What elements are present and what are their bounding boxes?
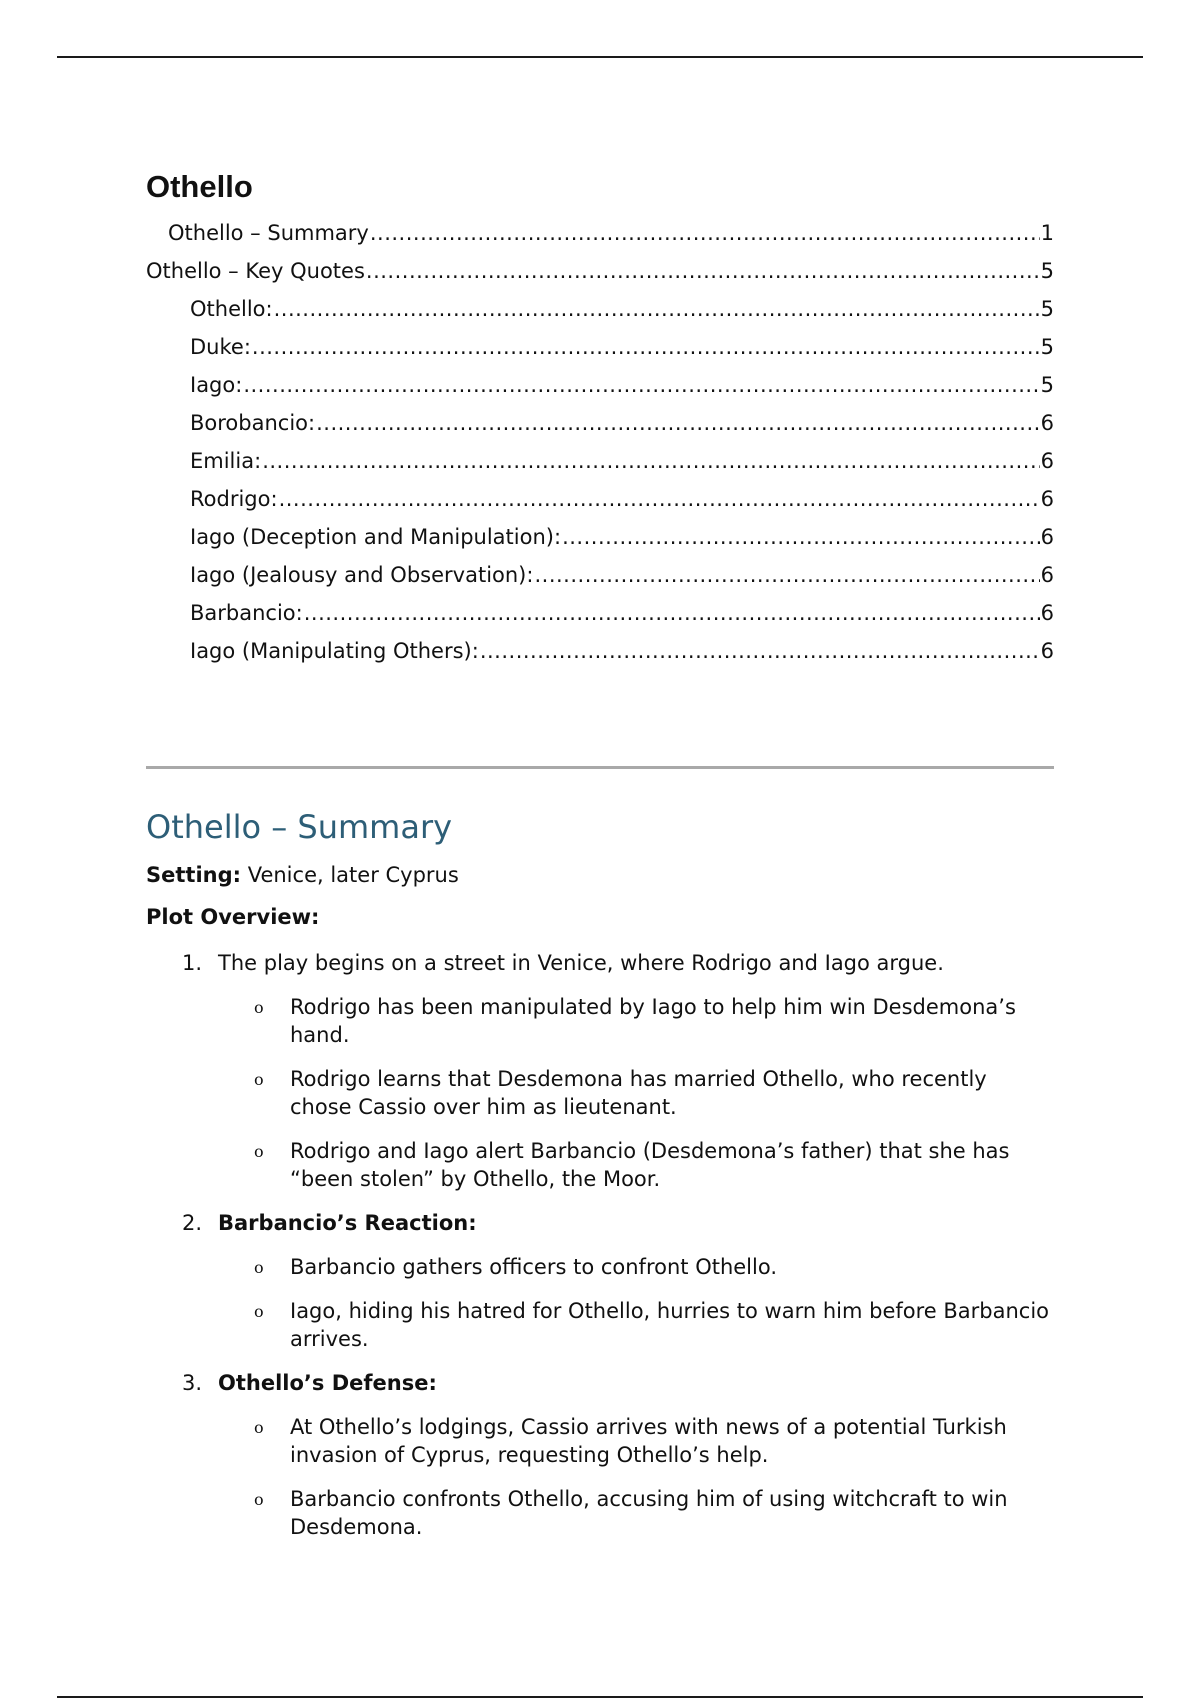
toc-entry-label: Othello – Summary <box>168 221 369 245</box>
toc-entry-page: 6 <box>1040 639 1054 663</box>
plot-list <box>146 949 1054 1541</box>
plot-sub-item <box>218 1485 1054 1541</box>
toc-entry[interactable] <box>146 328 1054 366</box>
toc-dot-leader <box>252 328 1040 366</box>
circle-bullet-icon: o <box>254 1070 264 1089</box>
toc-dot-leader <box>562 518 1040 556</box>
toc-entry-page: 5 <box>1040 297 1054 321</box>
plot-sub-item <box>218 1253 1054 1281</box>
toc-entry-label: Borobancio: <box>190 411 316 435</box>
toc-dot-leader <box>304 594 1040 632</box>
plot-item-number: 1. <box>182 951 203 975</box>
toc-entry-label: Iago (Manipulating Others): <box>190 639 479 663</box>
toc-entry[interactable] <box>146 518 1054 556</box>
plot-sub-item-text: Rodrigo has been manipulated by Iago to help him win Desdemona’s hand. <box>290 995 1016 1047</box>
plot-item-text: Othello’s Defense: <box>218 1371 437 1395</box>
toc-dot-leader <box>279 480 1040 518</box>
circle-bullet-icon: o <box>254 1142 264 1161</box>
plot-overview-line <box>146 903 1054 931</box>
toc-entry-page: 5 <box>1040 373 1054 397</box>
setting-line <box>146 861 1054 889</box>
toc-dot-leader <box>274 290 1040 328</box>
plot-sub-item <box>218 1297 1054 1353</box>
toc-entry-label: Barbancio: <box>190 601 303 625</box>
toc-dot-leader <box>262 442 1039 480</box>
toc-dot-leader <box>366 252 1040 290</box>
toc-entry-label: Duke: <box>190 335 251 359</box>
toc-dot-leader <box>370 214 1040 252</box>
plot-item <box>146 949 1054 1193</box>
toc-entry-page: 6 <box>1040 449 1054 473</box>
plot-sub-list <box>218 1253 1054 1353</box>
toc-dot-leader <box>534 556 1039 594</box>
toc-entry[interactable] <box>146 480 1054 518</box>
toc-entry[interactable] <box>146 366 1054 404</box>
plot-item <box>146 1369 1054 1541</box>
plot-sub-item-text: Barbancio confronts Othello, accusing him of using witchcraft to win Desdemona. <box>290 1487 1008 1539</box>
toc-entry[interactable] <box>146 632 1054 670</box>
toc-dot-leader <box>480 632 1040 670</box>
circle-bullet-icon: o <box>254 1302 264 1321</box>
toc-entry-page: 6 <box>1040 487 1054 511</box>
plot-sub-item-text: At Othello’s lodgings, Cassio arrives with news of a potential Turkish invasion of Cyprus, requesting Othello’s help. <box>290 1415 1007 1467</box>
summary-heading: Othello – Summary <box>146 808 453 846</box>
toc-entry-page: 5 <box>1040 335 1054 359</box>
setting-label: Setting: <box>146 863 242 887</box>
toc-entry-label: Othello: <box>190 297 273 321</box>
plot-item-text: The play begins on a street in Venice, where Rodrigo and Iago argue. <box>218 951 944 975</box>
section-divider <box>146 766 1054 769</box>
plot-item <box>146 1209 1054 1353</box>
toc-entry[interactable] <box>146 556 1054 594</box>
circle-bullet-icon: o <box>254 1490 264 1509</box>
toc-entry[interactable] <box>146 594 1054 632</box>
toc-entry-page: 6 <box>1040 525 1054 549</box>
toc-dot-leader <box>316 404 1040 442</box>
plot-sub-item-text: Rodrigo and Iago alert Barbancio (Desdemona’s father) that she has “been stolen” by Othello, the Moor. <box>290 1139 1010 1191</box>
toc-entry-label: Othello – Key Quotes <box>146 259 365 283</box>
plot-item-number: 2. <box>182 1211 203 1235</box>
circle-bullet-icon: o <box>254 1258 264 1277</box>
circle-bullet-icon: o <box>254 998 264 1017</box>
toc-entry[interactable] <box>146 290 1054 328</box>
plot-sub-item <box>218 1065 1054 1121</box>
plot-sub-item-text: Iago, hiding his hatred for Othello, hurries to warn him before Barbancio arrives. <box>290 1299 1050 1351</box>
toc-dot-leader <box>243 366 1039 404</box>
document-title: Othello <box>146 169 253 204</box>
page-header-rule <box>57 56 1143 58</box>
toc-entry[interactable] <box>146 404 1054 442</box>
table-of-contents <box>146 214 1054 670</box>
plot-item-number: 3. <box>182 1371 203 1395</box>
page-content <box>146 168 1054 1557</box>
circle-bullet-icon: o <box>254 1418 264 1437</box>
toc-entry[interactable] <box>146 214 1054 252</box>
plot-sub-list <box>218 1413 1054 1541</box>
plot-sub-item <box>218 1137 1054 1193</box>
toc-entry-label: Emilia: <box>190 449 262 473</box>
toc-entry-page: 1 <box>1040 221 1054 245</box>
plot-sub-item-text: Barbancio gathers officers to confront Othello. <box>290 1255 778 1279</box>
toc-entry-page: 6 <box>1040 563 1054 587</box>
plot-sub-item-text: Rodrigo learns that Desdemona has married Othello, who recently chose Cassio over him as lieutenant. <box>290 1067 987 1119</box>
setting-value: Venice, later Cyprus <box>247 863 459 887</box>
plot-item-text: Barbancio’s Reaction: <box>218 1211 477 1235</box>
plot-sub-list <box>218 993 1054 1193</box>
toc-entry-page: 6 <box>1040 411 1054 435</box>
toc-entry-label: Iago (Deception and Manipulation): <box>190 525 562 549</box>
toc-entry[interactable] <box>146 442 1054 480</box>
plot-sub-item <box>218 1413 1054 1469</box>
toc-entry[interactable] <box>146 252 1054 290</box>
toc-entry-label: Iago: <box>190 373 243 397</box>
toc-entry-label: Iago (Jealousy and Observation): <box>190 563 534 587</box>
toc-entry-page: 6 <box>1040 601 1054 625</box>
page-footer-rule <box>57 1696 1143 1698</box>
toc-entry-page: 5 <box>1040 259 1054 283</box>
toc-entry-label: Rodrigo: <box>190 487 278 511</box>
plot-sub-item <box>218 993 1054 1049</box>
plot-overview-label: Plot Overview: <box>146 905 320 929</box>
